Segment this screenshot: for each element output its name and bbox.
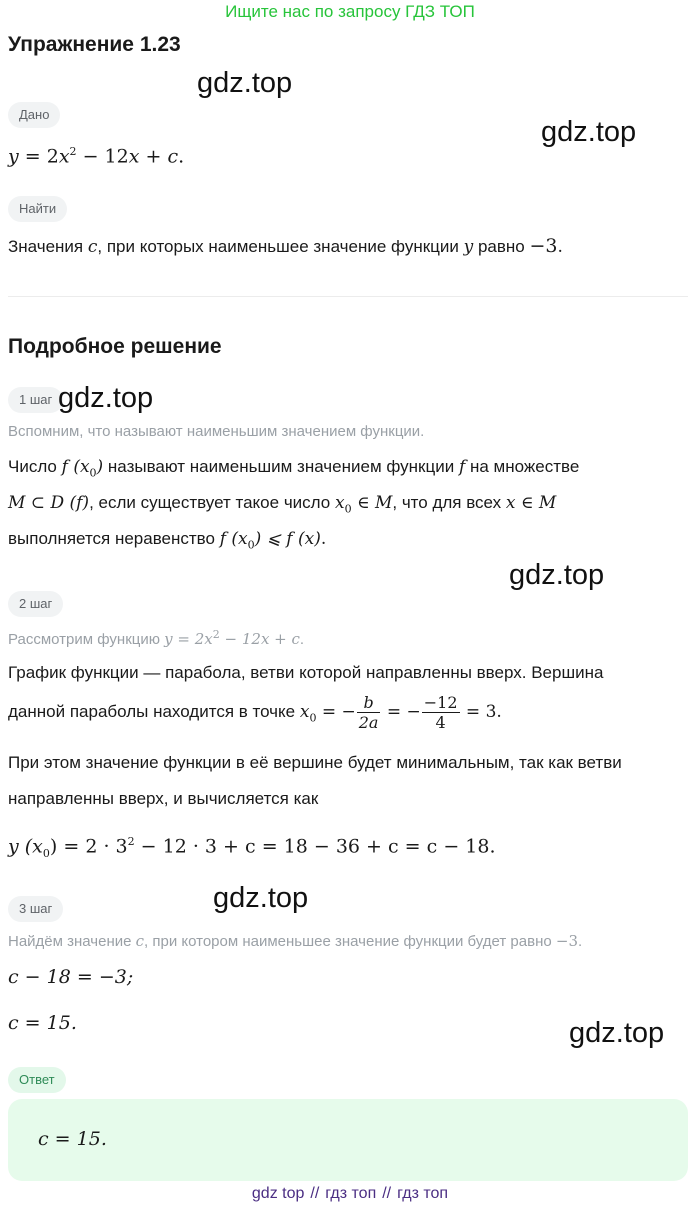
answer-badge: Ответ (8, 1067, 66, 1093)
step-1-line-2: M ⊂ D (f), если существует такое число $x_0$ ∈ M, что для всех x ∈ M (8, 493, 557, 516)
step-3-equation-1: c − 18 = −3; (8, 966, 134, 988)
fraction-minus12-over-4: $\frac{-12}{4}$ (423, 693, 458, 733)
footer-separator: // (310, 1185, 320, 1202)
answer-box (8, 1099, 688, 1181)
footer-link[interactable]: гдз топ (325, 1185, 377, 1202)
watermark: gdz.top (197, 67, 293, 99)
step-1-badge: 1 шаг (8, 387, 63, 413)
footer-separator: // (382, 1185, 392, 1202)
section-divider (8, 296, 688, 297)
footer-links (0, 1185, 700, 1203)
step-2-para-3: При этом значение функции в её вершине будет минимальным, так как ветви (8, 753, 622, 772)
given-badge: Дано (8, 102, 60, 128)
given-formula: $y = 2x^2 - 12x + c$. (8, 145, 185, 168)
exercise-title: Упражнение 1.23 (8, 33, 181, 56)
step-3-badge: 3 шаг (8, 896, 63, 922)
step-2-para-1: График функции — парабола, ветви которой направленны вверх. Вершина (8, 663, 604, 682)
search-banner: Ищите нас по запросу ГДЗ ТОП (225, 2, 475, 21)
step-2-badge: 2 шаг (8, 591, 63, 617)
find-badge: Найти (8, 196, 67, 222)
fraction-b-over-2a: $\frac{b}{2a}$ (358, 693, 379, 733)
watermark: gdz.top (541, 116, 637, 148)
answer-value: c = 15. (38, 1128, 107, 1150)
step-2-para-4: направленны вверх, и вычисляется как (8, 789, 319, 808)
step-1-line-3: выполняется неравенство f $(x_0)$ ⩽ f (x). (8, 529, 327, 552)
step-3-hint: Найдём значение c, при котором наименьшее значение функции будет равно −3. (8, 932, 583, 950)
footer-link[interactable]: gdz top (251, 1185, 305, 1202)
step-3-equation-2: c = 15. (8, 1012, 77, 1034)
watermark: gdz.top (569, 1017, 665, 1049)
step-2-hint: Рассмотрим функцию $y = 2x^2 - 12x + c$. (8, 628, 305, 648)
find-text: Значения c, при которых наименьшее значение функции y равно −3. (8, 235, 563, 257)
watermark: gdz.top (509, 559, 605, 591)
step-1-line-1: Число f $(x_0)$ называют наименьшим значением функции f на множестве (8, 457, 580, 480)
solution-title: Подробное решение (8, 335, 222, 358)
step-1-hint: Вспомним, что называют наименьшим значением функции. (8, 423, 425, 440)
watermark: gdz.top (213, 882, 309, 914)
step-2-calculation: y $(x_0) = 2 \cdot 3^2 - 12 \cdot 3 + c = 18 - 36 + c = c - 18$. (8, 835, 496, 861)
step-2-vertex-line: данной параболы находится в точке $x_0$ = − $\frac{b}{2a}$ = − $\frac{-12}{4}$ = 3. (8, 693, 502, 733)
watermark: gdz.top (58, 382, 154, 414)
footer-link[interactable]: гдз топ (397, 1185, 449, 1202)
